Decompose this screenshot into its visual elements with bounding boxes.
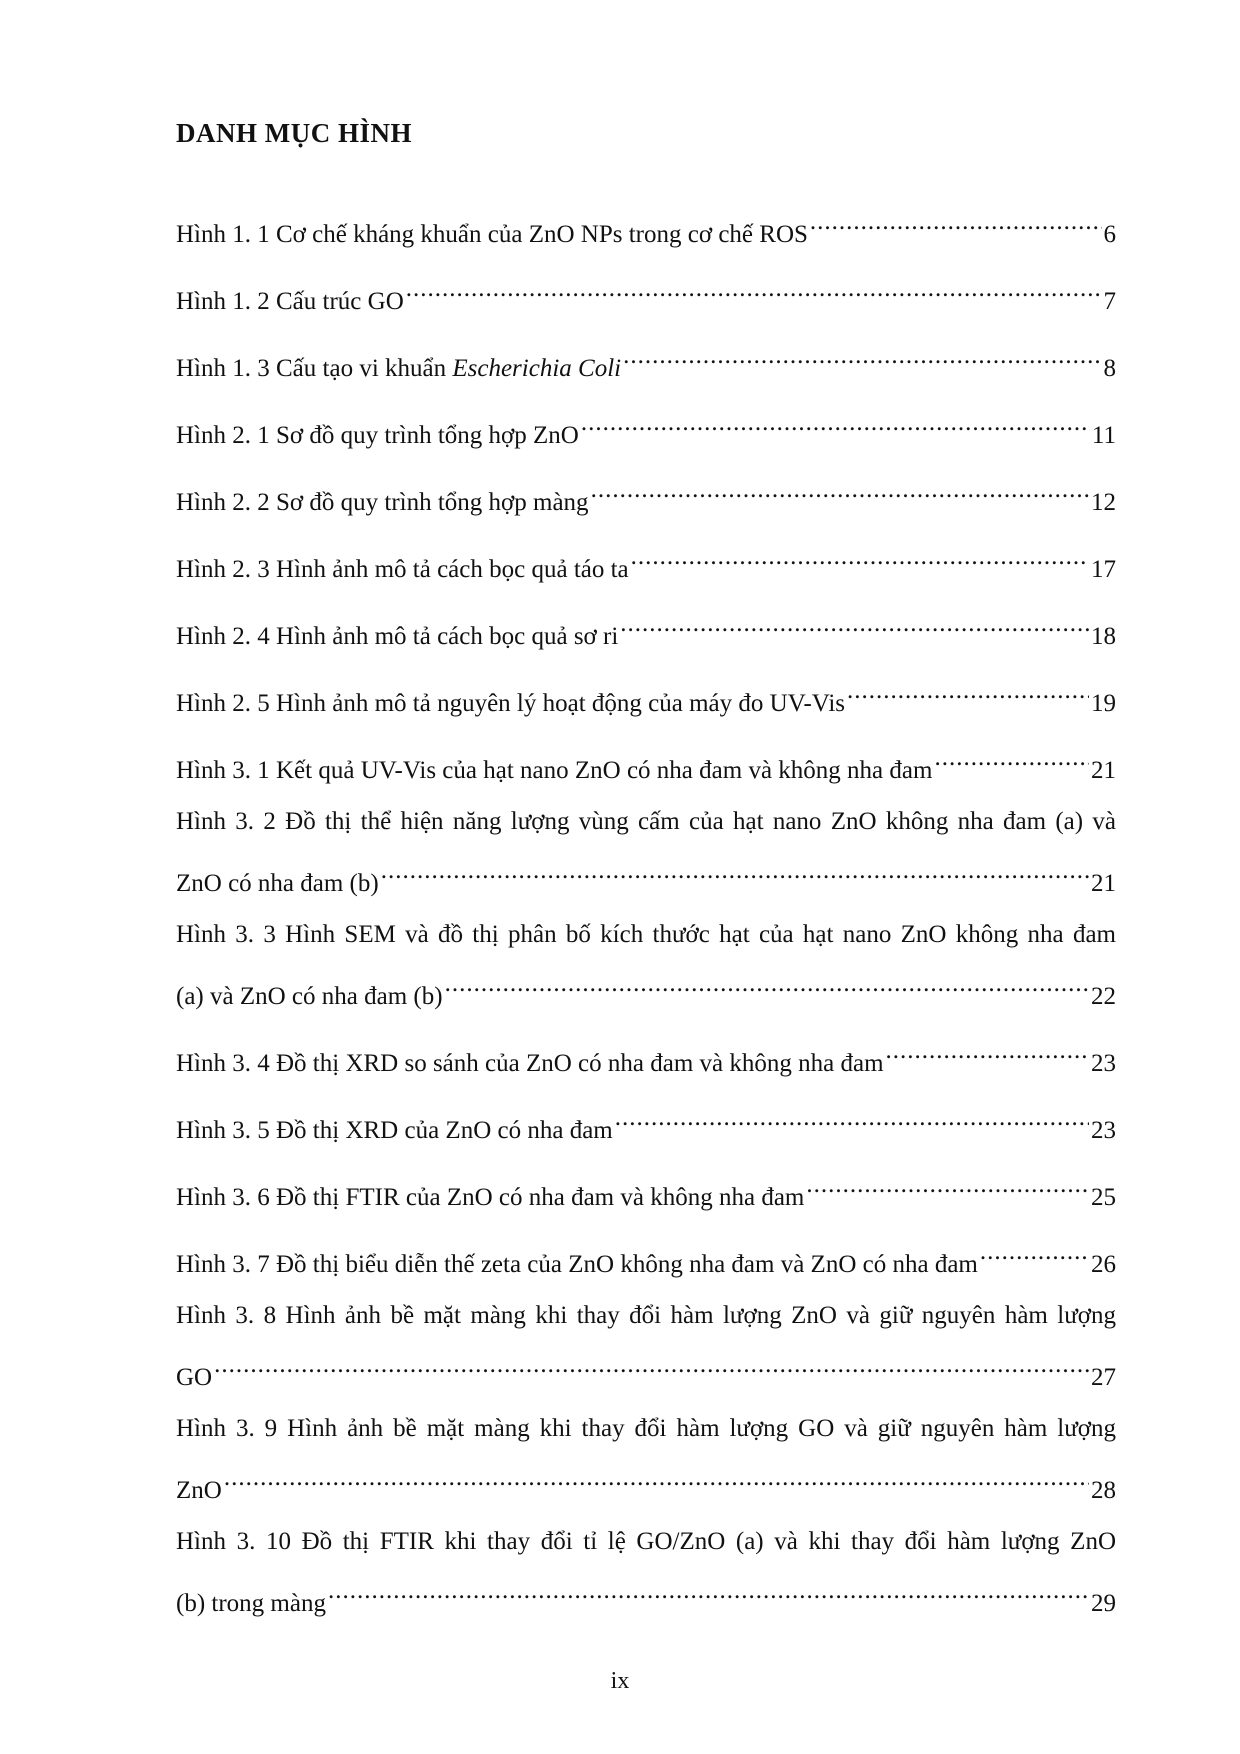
entry-page-number: 26 xyxy=(1091,1251,1116,1278)
entry-page-number: 21 xyxy=(1091,757,1116,784)
entry-page-number: 11 xyxy=(1091,422,1116,449)
toc-entry[interactable] xyxy=(176,263,1116,315)
entry-page-number: 19 xyxy=(1091,690,1116,717)
entry-page-number: 22 xyxy=(1091,983,1116,1010)
entry-page-number: 12 xyxy=(1091,489,1116,516)
entry-title-line1: Hình 3. 9 Hình ảnh bề mặt màng khi thay đổi hàm lượng GO và giữ nguyên hàm lượng xyxy=(176,1415,1116,1442)
entry-title: Hình 1. 2 Cấu trúc GO xyxy=(176,288,404,315)
toc-entry[interactable] xyxy=(176,196,1116,248)
entry-title: Hình 2. 4 Hình ảnh mô tả cách bọc quả sơ ri xyxy=(176,623,619,650)
entry-title: (a) và ZnO có nha đam (b) xyxy=(176,983,443,1010)
dot-leader xyxy=(631,531,1089,577)
entry-title: Hình 3. 6 Đồ thị FTIR của ZnO có nha đam và không nha đam xyxy=(176,1184,805,1211)
entry-title-line1: Hình 3. 10 Đồ thị FTIR khi thay đổi tỉ lệ GO/ZnO (a) và khi thay đổi hàm lượng ZnO xyxy=(176,1528,1116,1555)
toc-entry[interactable] xyxy=(176,531,1116,583)
dot-leader xyxy=(847,665,1089,711)
entry-title: Hình 3. 7 Đồ thị biểu diễn thế zeta của ZnO không nha đam và ZnO có nha đam xyxy=(176,1251,978,1278)
toc-entry[interactable] xyxy=(176,1406,1116,1504)
entry-title: Hình 3. 5 Đồ thị XRD của ZnO có nha đam xyxy=(176,1117,613,1144)
entry-page-number: 17 xyxy=(1091,556,1116,583)
entry-page-number: 25 xyxy=(1091,1184,1116,1211)
toc-entry[interactable] xyxy=(176,912,1116,1010)
dot-leader xyxy=(623,330,1101,376)
entry-title: Hình 2. 5 Hình ảnh mô tả nguyên lý hoạt động của máy đo UV-Vis xyxy=(176,690,846,717)
dot-leader xyxy=(615,1092,1089,1138)
page-number: ix xyxy=(610,1668,630,1694)
toc-entry[interactable] xyxy=(176,1293,1116,1391)
entry-title: ZnO xyxy=(176,1477,222,1504)
dot-leader xyxy=(581,397,1090,443)
entry-page-number: 6 xyxy=(1103,221,1116,248)
entry-title: Hình 1. 3 Cấu tạo vi khuẩn Escherichia Coli xyxy=(176,355,622,382)
entry-title: ZnO có nha đam (b) xyxy=(176,870,379,897)
toc-entry[interactable] xyxy=(176,598,1116,650)
toc-entry[interactable] xyxy=(176,1025,1116,1077)
entry-title: GO xyxy=(176,1364,213,1391)
page-heading: DANH MỤC HÌNH xyxy=(176,118,412,148)
entry-title: Hình 3. 1 Kết quả UV-Vis của hạt nano ZnO có nha đam và không nha đam xyxy=(176,757,933,784)
toc-entry[interactable] xyxy=(176,1092,1116,1144)
toc-entry[interactable] xyxy=(176,464,1116,516)
entry-page-number: 21 xyxy=(1091,870,1116,897)
dot-leader xyxy=(934,732,1089,778)
entry-page-number: 29 xyxy=(1091,1590,1116,1617)
entry-title-line1: Hình 3. 2 Đồ thị thể hiện năng lượng vùng cấm của hạt nano ZnO không nha đam (a) và xyxy=(176,808,1116,835)
dot-leader xyxy=(224,1452,1089,1498)
entry-title: (b) trong màng xyxy=(176,1590,326,1617)
dot-leader xyxy=(806,1159,1089,1205)
dot-leader xyxy=(328,1565,1089,1611)
entry-page-number: 23 xyxy=(1091,1050,1116,1077)
entry-page-number: 28 xyxy=(1091,1477,1116,1504)
toc-entry[interactable] xyxy=(176,1159,1116,1211)
entry-title: Hình 2. 1 Sơ đồ quy trình tổng hợp ZnO xyxy=(176,422,579,449)
toc-entry[interactable] xyxy=(176,732,1116,784)
dot-leader xyxy=(886,1025,1089,1071)
entry-page-number: 7 xyxy=(1103,288,1116,315)
entry-title: Hình 3. 4 Đồ thị XRD so sánh của ZnO có nha đam và không nha đam xyxy=(176,1050,884,1077)
dot-leader xyxy=(406,263,1102,309)
dot-leader xyxy=(980,1226,1089,1272)
toc-entry[interactable] xyxy=(176,330,1116,382)
entry-title-line1: Hình 3. 3 Hình SEM và đồ thị phân bố kích thước hạt của hạt nano ZnO không nha đam xyxy=(176,921,1116,948)
dot-leader xyxy=(381,845,1089,891)
toc-entry[interactable] xyxy=(176,397,1116,449)
figure-list xyxy=(176,196,1116,1617)
dot-leader xyxy=(620,598,1089,644)
toc-entry[interactable] xyxy=(176,799,1116,897)
entry-page-number: 23 xyxy=(1091,1117,1116,1144)
entry-title: Hình 1. 1 Cơ chế kháng khuẩn của ZnO NPs trong cơ chế ROS xyxy=(176,221,808,248)
dot-leader xyxy=(810,196,1102,242)
toc-entry[interactable] xyxy=(176,665,1116,717)
entry-title: Hình 2. 3 Hình ảnh mô tả cách bọc quả táo ta xyxy=(176,556,629,583)
toc-entry[interactable] xyxy=(176,1226,1116,1278)
dot-leader xyxy=(214,1339,1089,1385)
entry-title-line1: Hình 3. 8 Hình ảnh bề mặt màng khi thay đổi hàm lượng ZnO và giữ nguyên hàm lượng xyxy=(176,1302,1116,1329)
toc-entry[interactable] xyxy=(176,1519,1116,1617)
dot-leader xyxy=(591,464,1089,510)
entry-page-number: 18 xyxy=(1091,623,1116,650)
entry-title-italic: Escherichia Coli xyxy=(452,355,622,382)
dot-leader xyxy=(445,958,1089,1004)
entry-title: Hình 2. 2 Sơ đồ quy trình tổng hợp màng xyxy=(176,489,589,516)
entry-page-number: 8 xyxy=(1103,355,1116,382)
entry-page-number: 27 xyxy=(1091,1364,1116,1391)
